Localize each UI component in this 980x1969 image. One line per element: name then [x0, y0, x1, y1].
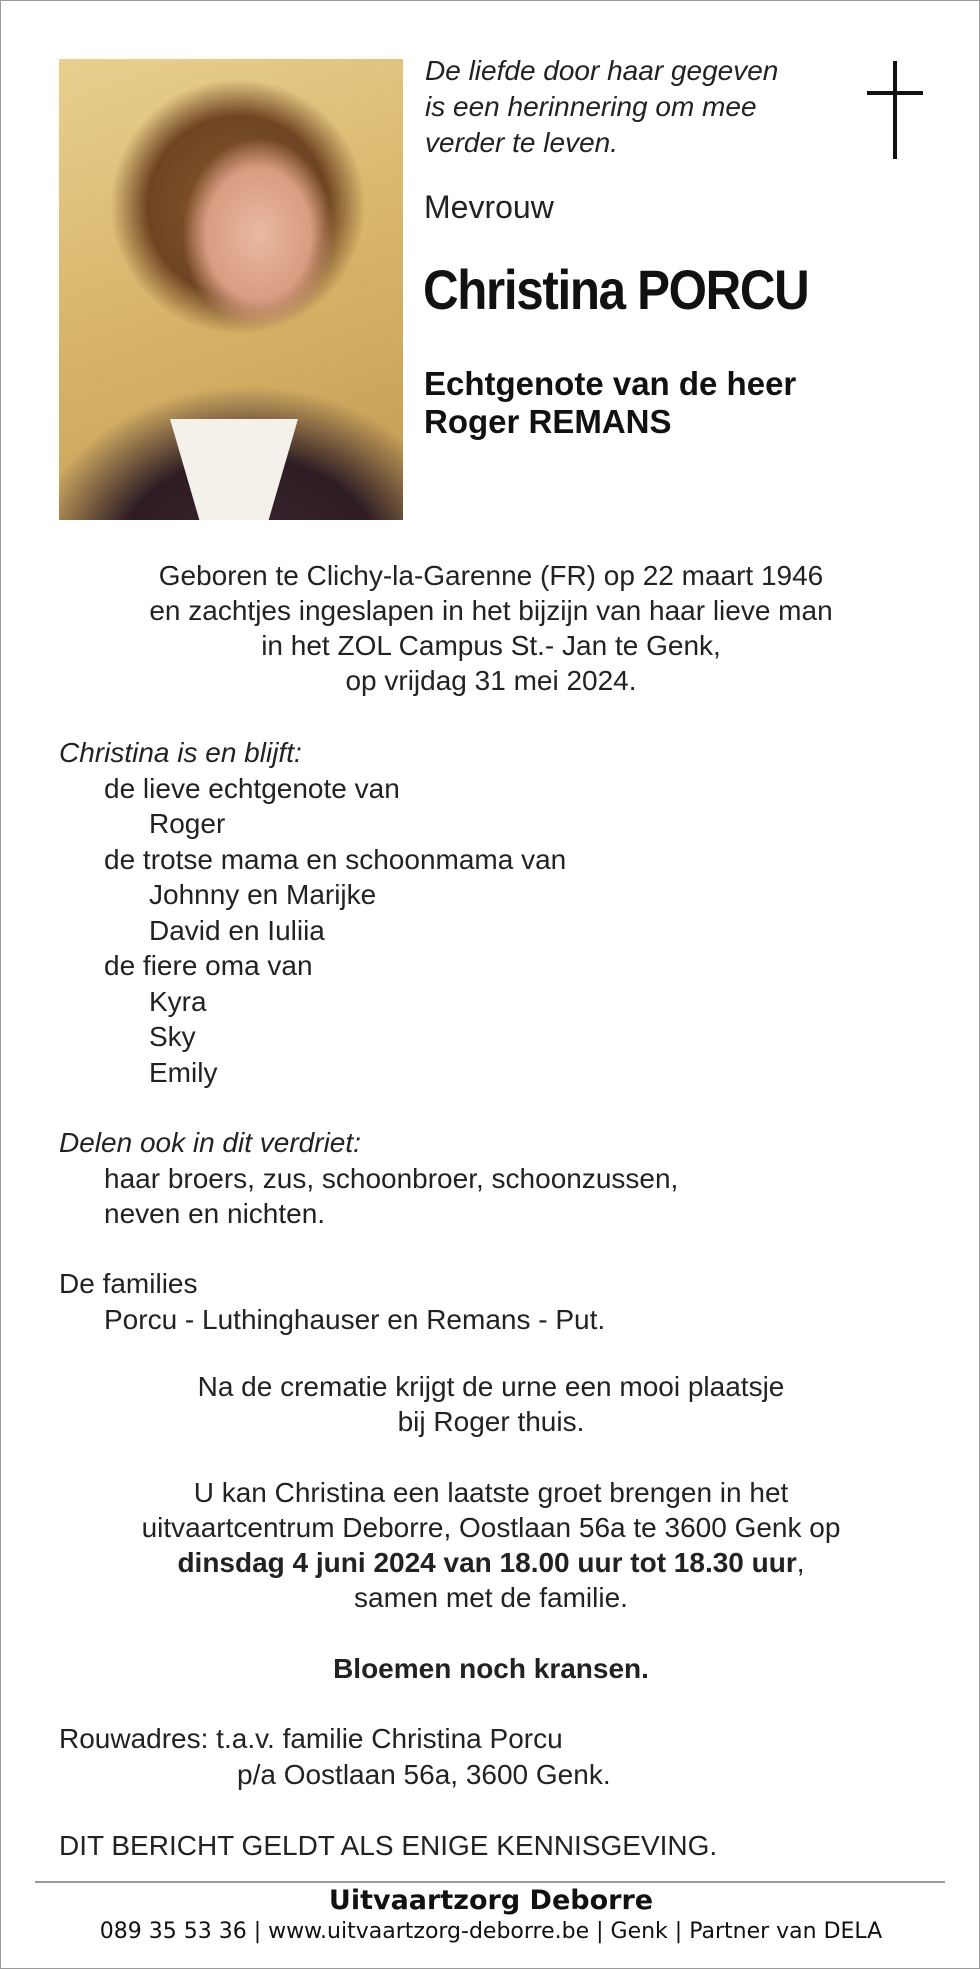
families-heading: De families	[59, 1268, 198, 1299]
portrait-photo	[59, 59, 403, 520]
relation-line: de trotse mama en schoonmama van	[104, 843, 567, 875]
spouse-info	[424, 365, 796, 441]
funeral-home-name: Uitvaartzorg Deborre	[328, 1885, 654, 1916]
memorial-quote	[425, 53, 778, 161]
visit-line: U kan Christina een laatste groet brengen in het	[193, 1477, 789, 1508]
portrait-collar	[154, 419, 314, 520]
birth-line: in het ZOL Campus St.- Jan te Genk,	[261, 630, 721, 661]
visit-line: uitvaartcentrum Deborre, Oostlaan 56a te 3600 Genk op	[141, 1512, 841, 1543]
visit-info	[1, 1475, 980, 1615]
quote-line: De liefde door haar gegeven	[425, 55, 779, 86]
visit-line	[1, 1545, 980, 1580]
birth-line: op vrijdag 31 mei 2024.	[345, 665, 637, 696]
relation-line: Emily	[149, 1056, 218, 1088]
visit-date: dinsdag 4 juni 2024 van 18.00 uur tot 18.30 uur	[177, 1547, 797, 1578]
relation-line: Johnny en Marijke	[149, 879, 377, 910]
flowers-notice: Bloemen noch kransen.	[333, 1653, 649, 1684]
sharing-heading: Delen ook in dit verdriet:	[59, 1127, 361, 1158]
spouse-line: Echtgenote van de heer	[424, 365, 797, 402]
birth-line: Geboren te Clichy-la-Garenne (FR) op 22 maart 1946	[158, 560, 824, 591]
address-line: Rouwadres: t.a.v. familie Christina Porcu	[59, 1723, 563, 1754]
relation-line: de fiere oma van	[104, 950, 313, 981]
spouse-line: Roger REMANS	[424, 403, 672, 440]
remains-heading: Christina is en blijft:	[59, 737, 302, 768]
quote-line: verder te leven.	[425, 127, 618, 158]
funeral-home-contact: 089 35 53 36 | www.uitvaartzorg-deborre.be | Genk | Partner van DELA	[99, 1919, 883, 1944]
cross-icon	[865, 61, 925, 161]
families-line: Porcu - Luthinghauser en Remans - Put.	[104, 1303, 606, 1335]
birth-line: en zachtjes ingeslapen in het bijzijn van haar lieve man	[149, 595, 833, 626]
relation-line: Roger	[149, 808, 226, 839]
relation-line: de lieve echtgenote van	[104, 772, 400, 804]
sharing-line: neven en nichten.	[104, 1198, 326, 1229]
sharing-line: haar broers, zus, schoonbroer, schoonzussen,	[104, 1162, 679, 1194]
honorific: Mevrouw	[424, 189, 554, 225]
visit-punct: ,	[796, 1547, 805, 1578]
cremation-line: bij Roger thuis.	[397, 1406, 585, 1437]
quote-line: is een herinnering om mee	[425, 91, 757, 122]
mourning-address	[59, 1721, 611, 1792]
remains-section	[59, 735, 566, 1090]
sharing-section	[59, 1125, 678, 1232]
footer-divider	[35, 1881, 945, 1883]
families-section	[59, 1266, 605, 1337]
deceased-name: Christina PORCU	[423, 258, 809, 321]
cremation-line: Na de crematie krijgt de urne een mooi plaatsje	[197, 1371, 785, 1402]
cremation-info	[1, 1369, 980, 1439]
visit-line: samen met de familie.	[354, 1582, 628, 1613]
address-line: p/a Oostlaan 56a, 3600 Genk.	[237, 1758, 611, 1790]
birth-death-info	[1, 558, 980, 698]
relation-line: David en Iuliia	[149, 914, 325, 946]
relation-line: Sky	[149, 1021, 196, 1052]
notice-line: DIT BERICHT GELDT ALS ENIGE KENNISGEVING.	[59, 1830, 718, 1861]
relation-line: Kyra	[149, 985, 207, 1017]
